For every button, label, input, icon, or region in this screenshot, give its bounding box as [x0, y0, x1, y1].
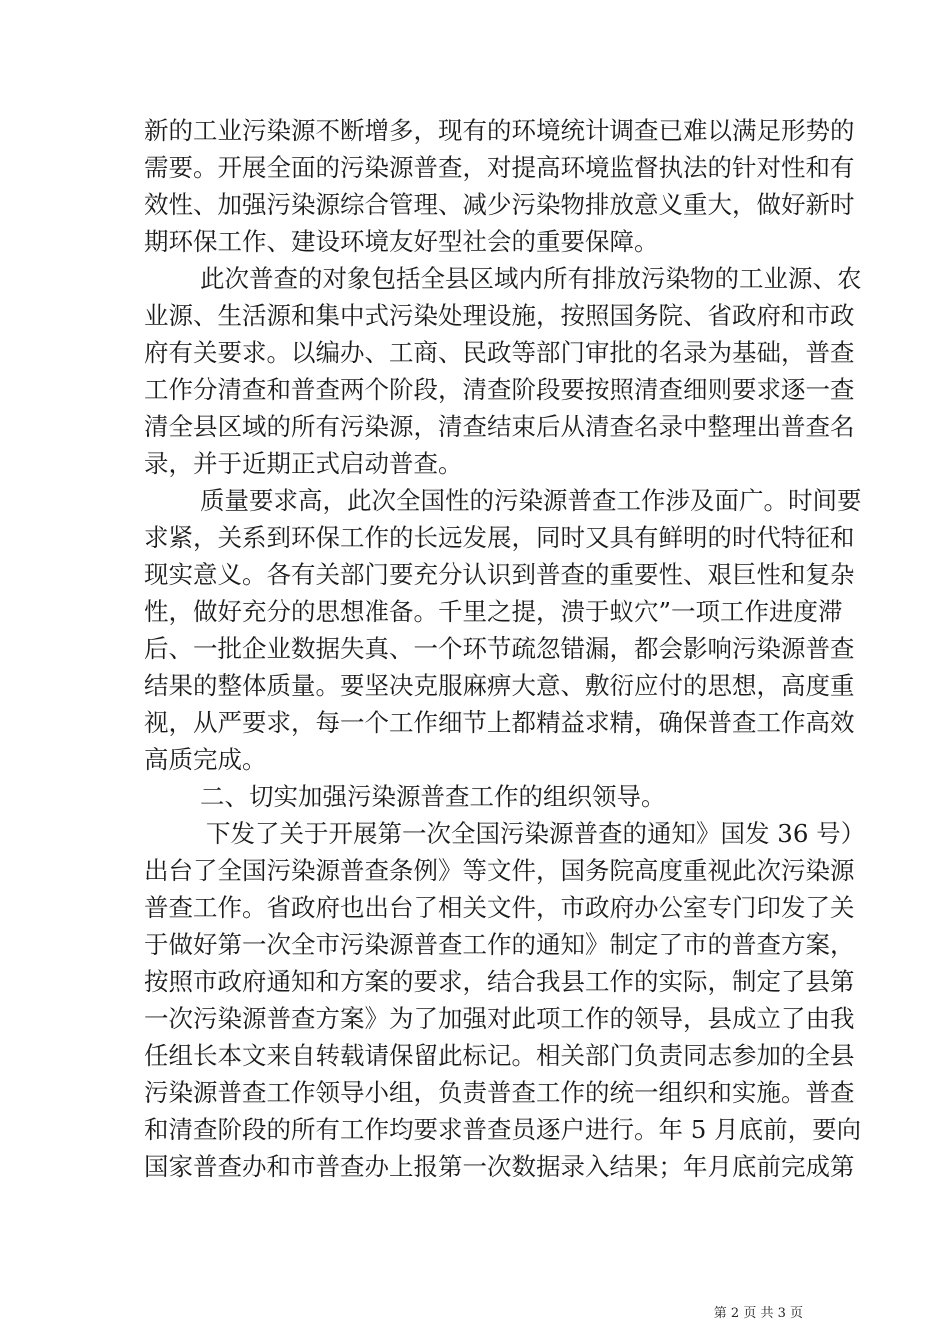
text-line: 工作分清查和普查两个阶段，清查阶段要按照清查细则要求逐一查	[144, 375, 855, 404]
text-line: 清全县区域的所有污染源，清查结束后从清查名录中整理出普查名	[144, 412, 855, 441]
text-line: 府有关要求。以编办、工商、民政等部门审批的名录为基础，普查	[144, 338, 855, 367]
text-line: 需要。开展全面的污染源普查，对提高环境监督执法的针对性和有	[144, 153, 855, 182]
text-line: 污染源普查工作领导小组，负责普查工作的统一组织和实施。普查	[144, 1078, 855, 1107]
paragraph-first-line: 质量要求高，此次全国性的污染源普查工作涉及面广。时间要	[200, 486, 862, 515]
paragraph-first-line: 下发了关于开展第一次全国污染源普查的通知》国发 36 号）	[206, 819, 866, 848]
text-line: 后、一批企业数据失真、一个环节疏忽错漏，都会影响污染源普查	[144, 634, 855, 663]
text-line: 效性、加强污染源综合管理、减少污染物排放意义重大，做好新时	[144, 190, 855, 219]
page-number: 第 2 页 共 3 页	[713, 1306, 803, 1321]
text-line: 求紧，关系到环保工作的长远发展，同时又具有鲜明的时代特征和	[144, 523, 855, 552]
text-line: 按照市政府通知和方案的要求，结合我县工作的实际，制定了县第	[144, 967, 855, 996]
document-body	[144, 112, 866, 1185]
text-line: 国家普查办和市普查办上报第一次数据录入结果；年月底前完成第	[144, 1152, 855, 1181]
section-heading: 二、切实加强污染源普查工作的组织领导。	[200, 782, 666, 811]
text-line: 期环保工作、建设环境友好型社会的重要保障。	[144, 227, 659, 256]
text-line: 业源、生活源和集中式污染处理设施，按照国务院、省政府和市政	[144, 301, 855, 330]
paragraph-first-line: 此次普查的对象包括全县区域内所有排放污染物的工业源、农	[200, 264, 862, 293]
text-line: 于做好第一次全市污染源普查工作的通知》制定了市的普查方案，	[144, 930, 855, 959]
text-line: 和清查阶段的所有工作均要求普查员逐户进行。年 5 月底前，要向	[144, 1115, 862, 1144]
text-line: 现实意义。各有关部门要充分认识到普查的重要性、艰巨性和复杂	[144, 560, 855, 589]
text-line: 一次污染源普查方案》为了加强对此项工作的领导，县成立了由我	[144, 1004, 855, 1033]
text-line: 普查工作。省政府也出台了相关文件，市政府办公室专门印发了关	[144, 893, 855, 922]
text-line: 新的工业污染源不断增多，现有的环境统计调查已难以满足形势的	[144, 116, 855, 145]
text-line: 出台了全国污染源普查条例》等文件，国务院高度重视此次污染源	[144, 856, 855, 885]
text-line: 结果的整体质量。要坚决克服麻痹大意、敷衍应付的思想，高度重	[144, 671, 855, 700]
text-line: 视，从严要求，每一个工作细节上都精益求精，确保普查工作高效	[144, 708, 855, 737]
text-line: 性，做好充分的思想准备。千里之提，溃于蚁穴”一项工作进度滞	[144, 597, 843, 626]
text-line: 高质完成。	[144, 745, 267, 774]
text-line: 录，并于近期正式启动普查。	[144, 449, 463, 478]
text-line: 任组长本文来自转载请保留此标记。相关部门负责同志参加的全县	[144, 1041, 855, 1070]
